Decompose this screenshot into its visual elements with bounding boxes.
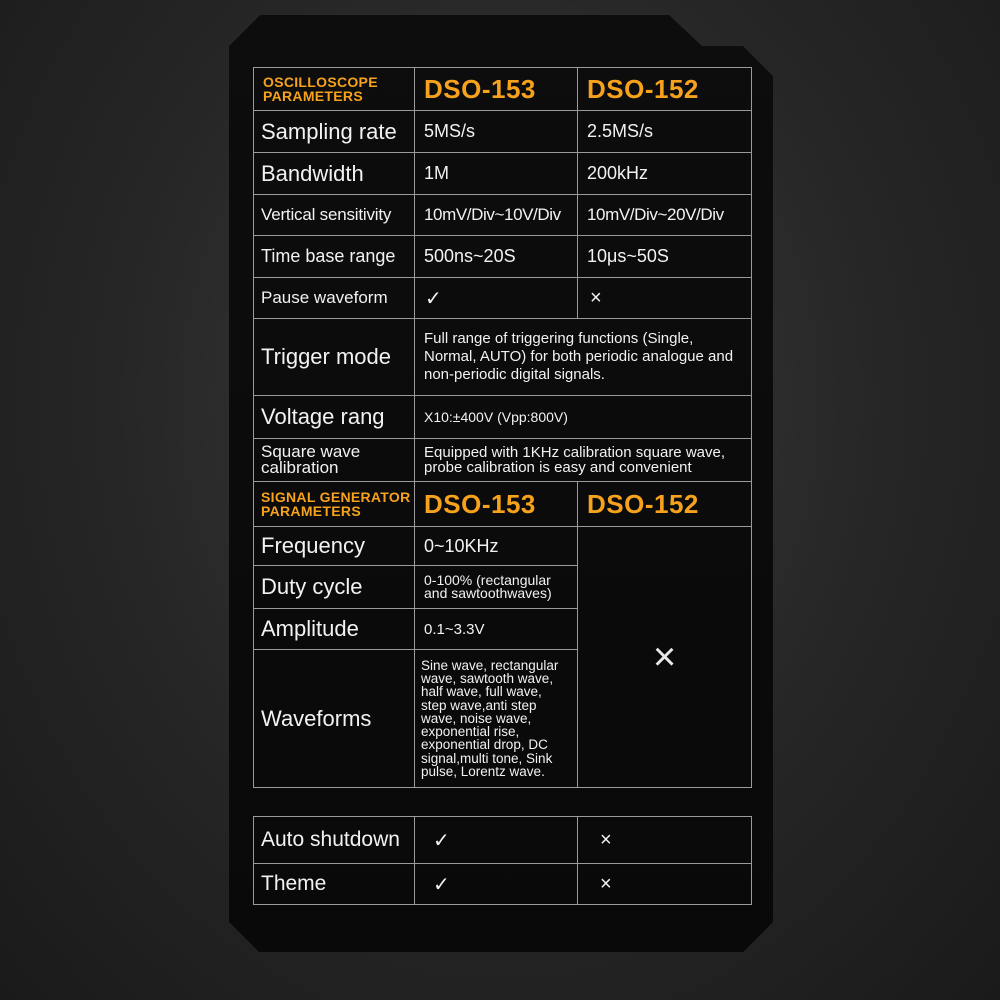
trigger-mode-value: Full range of triggering functions (Single, Normal, AUTO) for both periodic analogue and non-periodic digital signals. (415, 319, 752, 396)
check-icon: ✓ (415, 864, 578, 905)
model-a-value: 10mV/Div~10V/Div (415, 195, 578, 236)
table-row (254, 439, 752, 482)
voltage-range-value: X10:±400V (Vpp:800V) (415, 396, 752, 439)
signal-generator-section-title: SIGNAL GENERATOR PARAMETERS (254, 482, 415, 527)
model-a-value: 5MS/s (415, 111, 578, 153)
extras-table (253, 816, 752, 905)
check-icon: ✓ (415, 817, 578, 864)
spec-table (253, 67, 752, 788)
model-b-header: DSO-152 (578, 482, 752, 527)
table-row (254, 111, 752, 153)
model-a-value: 0.1~3.3V (415, 609, 578, 650)
row-label: Waveforms (254, 650, 415, 788)
square-wave-value: Equipped with 1KHz calibration square wave, probe calibration is easy and convenient (415, 439, 752, 482)
model-b-header: DSO-152 (578, 68, 752, 111)
row-label: Square wave calibration (254, 439, 415, 482)
model-a-value: 0-100% (rectangular and sawtoothwaves) (415, 566, 578, 609)
unsupported-cross-icon: × (578, 527, 752, 788)
cross-icon: × (578, 864, 752, 905)
model-a-value: 0~10KHz (415, 527, 578, 566)
model-a-value: Sine wave, rectangular wave, sawtooth wave, half wave, full wave, step wave,anti step wave, noise wave, exponential rise, exponential drop, DC signal,multi tone, Sink pulse, Lorentz wave. (415, 650, 578, 788)
row-label: Duty cycle (254, 566, 415, 609)
signal-generator-header-row (254, 482, 752, 527)
model-a-value: 1M (415, 153, 578, 195)
table-row (254, 153, 752, 195)
model-b-value: 2.5MS/s (578, 111, 752, 153)
table-row (254, 817, 752, 864)
row-label: Theme (254, 864, 415, 905)
model-a-value: 500ns~20S (415, 236, 578, 278)
row-label: Sampling rate (254, 111, 415, 153)
model-b-value: 10mV/Div~20V/Div (578, 195, 752, 236)
row-label: Frequency (254, 527, 415, 566)
table-row (254, 396, 752, 439)
oscilloscope-header-row (254, 68, 752, 111)
row-label: Time base range (254, 236, 415, 278)
cross-icon: × (578, 278, 752, 319)
oscilloscope-section-title: OSCILLOSCOPE PARAMETERS (254, 68, 415, 111)
model-a-header: DSO-153 (415, 68, 578, 111)
table-row (254, 195, 752, 236)
table-row (254, 278, 752, 319)
cross-icon: × (578, 817, 752, 864)
table-row (254, 236, 752, 278)
table-row (254, 864, 752, 905)
row-label: Trigger mode (254, 319, 415, 396)
row-label: Auto shutdown (254, 817, 415, 864)
model-b-value: 10μs~50S (578, 236, 752, 278)
row-label: Vertical sensitivity (254, 195, 415, 236)
row-label: Amplitude (254, 609, 415, 650)
model-a-header: DSO-153 (415, 482, 578, 527)
table-row (254, 527, 752, 566)
row-label: Voltage rang (254, 396, 415, 439)
model-b-value: 200kHz (578, 153, 752, 195)
row-label: Pause waveform (254, 278, 415, 319)
row-label: Bandwidth (254, 153, 415, 195)
table-row (254, 319, 752, 396)
check-icon: ✓ (415, 278, 578, 319)
